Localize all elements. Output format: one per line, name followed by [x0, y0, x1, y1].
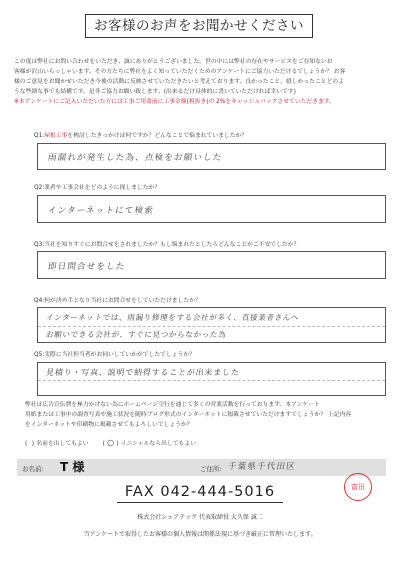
- name-label: お名前:: [22, 465, 44, 473]
- question-2-label: [34, 184, 160, 192]
- answer-4-handwriting-line1: インターネットでは、雨漏り修理をする会社が多く、直接業者さんへ: [45, 313, 300, 322]
- address-value[interactable]: 千葉県千代田区: [227, 462, 297, 472]
- question-number: Q3:: [34, 242, 45, 248]
- notice-line: 弊社は広告宣伝費を極力かけない為にホームページ空行を通じて多くの営業活動を行っております。本アンケート: [25, 402, 320, 408]
- notice-line: 用紙または工事中の調査写真や施工状況を随時ブログ形式のインターネットに掲載させていただけますでしょうか？ 上記内容: [25, 412, 352, 418]
- question-5-label: [34, 351, 195, 359]
- privacy-footer: 当アンケートで取得したお客様の個人情報は関係法規に基づき厳正に管理いたします。: [83, 531, 317, 538]
- answer-box-3[interactable]: [37, 251, 386, 279]
- intro-line: 様のご意見をお聞かせいただき今後の活動に反映させていただきたいと考えております。良かったこと、嬉しかったことどのよ: [14, 79, 344, 85]
- question-1-label: [34, 132, 247, 140]
- fax-underline: [117, 502, 283, 503]
- answer-box-5[interactable]: [37, 362, 386, 396]
- option-initials-ok[interactable]: (○) イニシャルなら出してもよい: [102, 437, 196, 448]
- answer-3-handwriting: 即日問合せをした: [47, 262, 127, 272]
- seal-stamp: 富田: [344, 473, 372, 501]
- company-name: 株式会社シェアテック 代表取締役 大久保 誠二: [137, 514, 263, 521]
- answer-5-handwriting: 見積り・写真、説明で納得することが出来ました: [45, 368, 241, 377]
- question-3-label: [34, 241, 299, 249]
- answer-box-2[interactable]: [37, 195, 386, 223]
- answer-2-handwriting: インターネットにて検索: [47, 206, 155, 216]
- answer-1-handwriting: 雨漏れが発生した為、点検をお願いした: [47, 153, 224, 163]
- name-value[interactable]: T 様: [60, 460, 85, 474]
- question-text: 何が決め手となり当社にお問合せをしていただけましたか？: [44, 298, 201, 304]
- publication-options: [25, 438, 385, 447]
- intro-line: 客様が沢山いらっしゃいます。その方たちに弊社をよく知っていただくためのアンケートにご協力いただけるでしょうか？ お客: [14, 69, 346, 75]
- publication-notice: [25, 400, 385, 430]
- question-4-label: [34, 297, 201, 305]
- intro-line: この度は弊社にお問い合わせをいただき、誠にありがとうございました。世の中には弊社の存在やサービスをご存知ないお: [14, 59, 333, 65]
- ruled-line: [38, 326, 385, 327]
- ruled-line: [38, 380, 385, 381]
- question-number: Q4:: [34, 298, 45, 304]
- question-number: Q5:: [34, 352, 45, 358]
- question-highlight: 屋根工事: [44, 133, 68, 139]
- cashback-note: ※本アンケートにご記入いただいた方には工事ご用命前に工事金額(税抜き)の 2%をキャッシュバックさせていただきます。: [14, 99, 335, 105]
- option-2-mark: ○: [106, 437, 116, 448]
- option-1-label: 名前を出してもよい: [36, 441, 89, 447]
- question-text: を検討したきっかけは何ですか？どんなことで悩まれていましたか？: [67, 133, 248, 139]
- page-title: お客様のお声をお聞かせください: [85, 14, 313, 38]
- answer-box-1[interactable]: [37, 143, 386, 170]
- option-2-label: イニシャルなら出してもよい: [120, 441, 196, 447]
- question-text: 実際に当社担当者がお伺いしていかがでしたでしょうか？: [44, 352, 195, 358]
- option-name-ok[interactable]: ( ) 名前を出してもよい: [25, 441, 89, 447]
- fax-number: FAX 042-444-5016: [124, 484, 276, 500]
- notice-line: をインターネットや印刷物に掲載させてもよろしいでしょうか？: [25, 422, 193, 428]
- answer-box-4[interactable]: [37, 307, 386, 343]
- intro-line: うな些細な事でも結構です。是非ご協力お願い致します。(出来るだけ具体的に書いていただければ幸いです): [14, 89, 296, 95]
- question-number: Q1:: [34, 133, 45, 139]
- question-number: Q2:: [34, 185, 45, 191]
- intro-text: [14, 57, 386, 107]
- question-text: 当社を知りすぐにお問合せをされましたか？もし悩まれたとしたらどんなことがご不安でしたか？: [44, 242, 300, 248]
- answer-4-handwriting-line2: お願いできる会社が、すぐに見つからなかった為: [45, 330, 227, 339]
- question-text: 業者や工事会社をどのように探しましたか？: [44, 185, 161, 191]
- address-label: ご住所:: [200, 465, 222, 473]
